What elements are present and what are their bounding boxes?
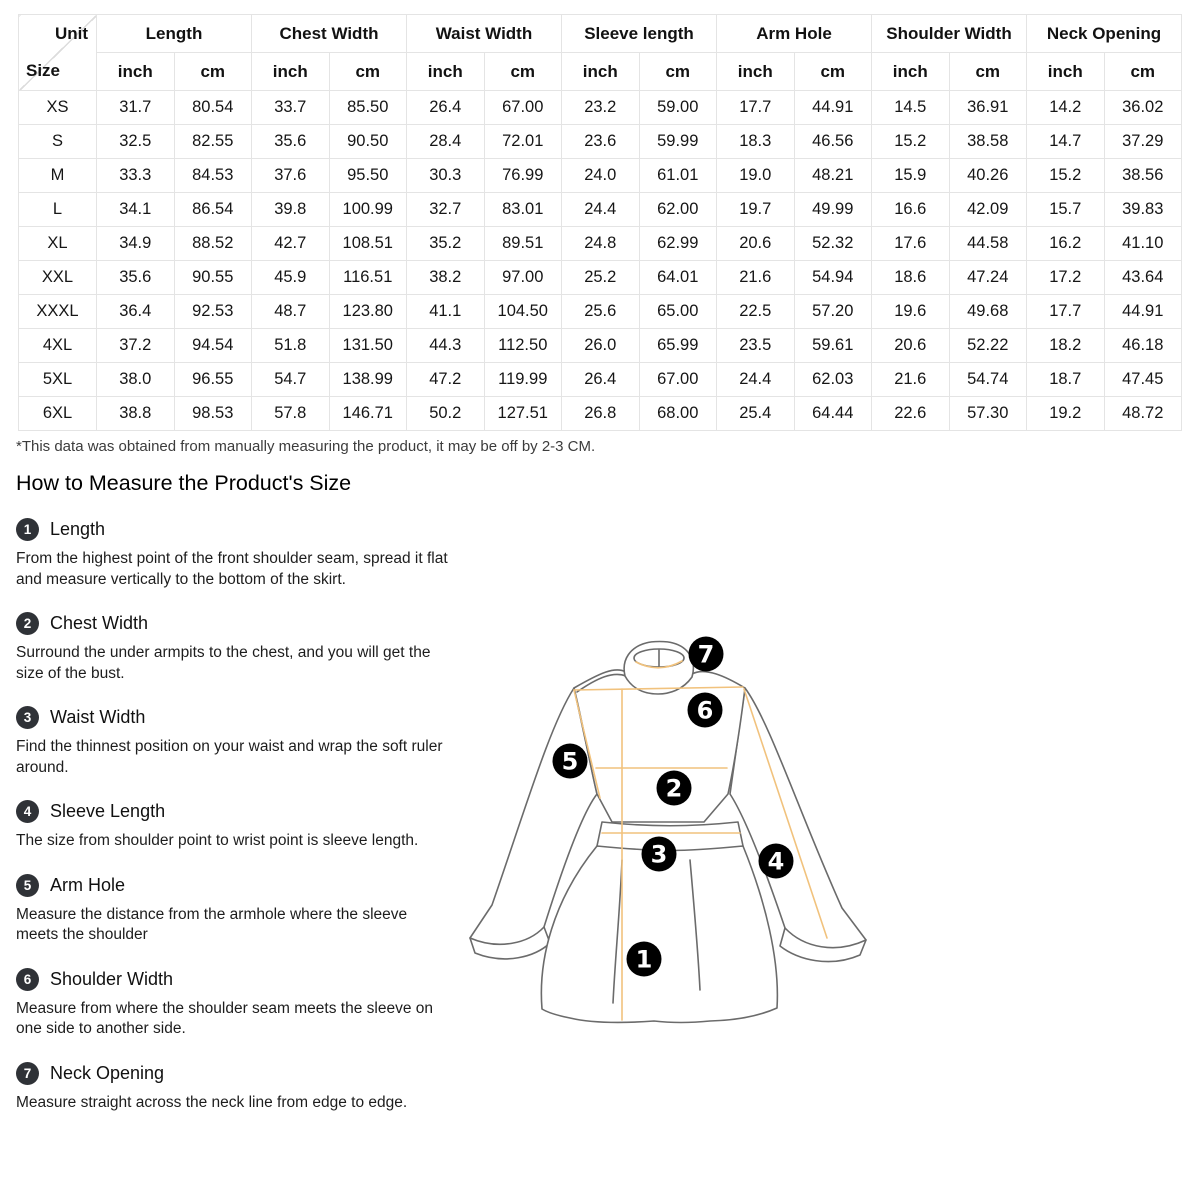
diagram-marker-7 (689, 637, 724, 672)
measurement-value: 17.2 (1027, 261, 1105, 295)
measurement-value: 36.4 (97, 295, 175, 329)
measurement-value: 18.6 (872, 261, 950, 295)
measure-item-heading (16, 968, 456, 991)
measure-step-label: Neck Opening (50, 1062, 165, 1083)
unit-header: cm (174, 53, 252, 91)
measurement-value: 33.3 (97, 159, 175, 193)
measurement-column-header: Shoulder Width (872, 15, 1027, 53)
measurement-value: 16.2 (1027, 227, 1105, 261)
measurement-value: 44.3 (407, 329, 485, 363)
measurement-value: 24.4 (717, 363, 795, 397)
measurement-value: 24.4 (562, 193, 640, 227)
measure-item-heading (16, 612, 456, 635)
measurement-value: 94.54 (174, 329, 252, 363)
measurement-value: 45.9 (252, 261, 330, 295)
measurement-value: 138.99 (329, 363, 407, 397)
unit-header: inch (872, 53, 950, 91)
diagram-marker-6 (688, 693, 723, 728)
measurement-value: 31.7 (97, 91, 175, 125)
measurement-value: 41.1 (407, 295, 485, 329)
measurement-value: 65.99 (639, 329, 717, 363)
skirt (541, 846, 777, 1023)
measurement-value: 17.6 (872, 227, 950, 261)
measurement-value: 26.0 (562, 329, 640, 363)
measurement-value: 46.18 (1104, 329, 1182, 363)
measurement-value: 37.6 (252, 159, 330, 193)
measurement-value: 20.6 (872, 329, 950, 363)
measurement-value: 57.20 (794, 295, 872, 329)
measure-guide-item (16, 612, 456, 684)
size-row (19, 363, 1182, 397)
unit-header: inch (717, 53, 795, 91)
measurement-value: 64.44 (794, 397, 872, 431)
measurement-value: 46.56 (794, 125, 872, 159)
measurement-value: 16.6 (872, 193, 950, 227)
step-number-badge: 7 (16, 1062, 39, 1085)
measurement-value: 23.2 (562, 91, 640, 125)
measurement-value: 41.10 (1104, 227, 1182, 261)
svg-text:4: 4 (767, 847, 785, 876)
diagram-marker-5 (553, 744, 588, 779)
measurement-value: 18.3 (717, 125, 795, 159)
unit-header: inch (252, 53, 330, 91)
guide-section-title: How to Measure the Product's Size (16, 471, 352, 495)
measurement-value: 17.7 (717, 91, 795, 125)
measure-step-description: Surround the under armpits to the chest, and you will get the size of the bust. (16, 644, 431, 682)
measurement-value: 68.00 (639, 397, 717, 431)
size-row (19, 329, 1182, 363)
measurement-value: 25.4 (717, 397, 795, 431)
measurement-column-header: Sleeve length (562, 15, 717, 53)
measure-guide-item (16, 1062, 456, 1114)
step-number-badge: 5 (16, 874, 39, 897)
measurement-value: 57.8 (252, 397, 330, 431)
measurement-value: 18.7 (1027, 363, 1105, 397)
measurement-value: 14.7 (1027, 125, 1105, 159)
unit-header: inch (97, 53, 175, 91)
measurement-column-header: Chest Width (252, 15, 407, 53)
measurement-value: 61.01 (639, 159, 717, 193)
unit-header: cm (329, 53, 407, 91)
measurement-column-header: Waist Width (407, 15, 562, 53)
size-row (19, 91, 1182, 125)
diagram-marker-4 (759, 844, 794, 879)
measurement-value: 30.3 (407, 159, 485, 193)
measurement-value: 23.5 (717, 329, 795, 363)
measurement-value: 48.21 (794, 159, 872, 193)
corner-size-label: Size (26, 61, 61, 80)
unit-header: cm (794, 53, 872, 91)
size-label: M (19, 159, 97, 193)
measure-guide-item (16, 518, 456, 590)
measurement-value: 40.26 (949, 159, 1027, 193)
measurement-value: 42.7 (252, 227, 330, 261)
measurement-value: 26.8 (562, 397, 640, 431)
measure-step-description: Measure straight across the neck line from edge to edge. (16, 1093, 408, 1111)
measurement-value: 123.80 (329, 295, 407, 329)
measure-guide-item (16, 968, 456, 1040)
unit-header: cm (639, 53, 717, 91)
measurement-value: 44.91 (1104, 295, 1182, 329)
measurement-value: 52.32 (794, 227, 872, 261)
measurement-value: 15.7 (1027, 193, 1105, 227)
step-number-badge: 3 (16, 706, 39, 729)
measurement-value: 18.2 (1027, 329, 1105, 363)
measurement-value: 36.02 (1104, 91, 1182, 125)
unit-header: cm (949, 53, 1027, 91)
measurement-value: 20.6 (717, 227, 795, 261)
measure-guide-section (16, 470, 456, 1113)
measure-step-label: Waist Width (50, 707, 146, 727)
measurement-value: 44.91 (794, 91, 872, 125)
measurement-value: 54.94 (794, 261, 872, 295)
unit-header: inch (1027, 53, 1105, 91)
measurement-value: 54.74 (949, 363, 1027, 397)
svg-text:2: 2 (665, 774, 683, 803)
measurement-value: 35.2 (407, 227, 485, 261)
measurement-value: 85.50 (329, 91, 407, 125)
measurement-value: 28.4 (407, 125, 485, 159)
size-label: XS (19, 91, 97, 125)
measurement-column-header: Neck Opening (1027, 15, 1182, 53)
step-number-badge: 6 (16, 968, 39, 991)
measure-step-label: Chest Width (50, 613, 149, 633)
dress-measurement-diagram (450, 610, 890, 1085)
measurement-column-header: Arm Hole (717, 15, 872, 53)
measurement-value: 97.00 (484, 261, 562, 295)
measurement-value: 67.00 (484, 91, 562, 125)
diagram-marker-3 (642, 837, 677, 872)
measurement-value: 95.50 (329, 159, 407, 193)
measurement-value: 19.6 (872, 295, 950, 329)
measurement-value: 90.55 (174, 261, 252, 295)
size-label: 6XL (19, 397, 97, 431)
measurement-value: 22.5 (717, 295, 795, 329)
measurement-value: 32.5 (97, 125, 175, 159)
measurement-value: 59.00 (639, 91, 717, 125)
size-row (19, 261, 1182, 295)
size-row (19, 295, 1182, 329)
size-label: 4XL (19, 329, 97, 363)
measurement-value: 104.50 (484, 295, 562, 329)
measurement-value: 62.99 (639, 227, 717, 261)
size-label: XL (19, 227, 97, 261)
measurement-value: 98.53 (174, 397, 252, 431)
measurement-value: 62.00 (639, 193, 717, 227)
measurement-value: 25.6 (562, 295, 640, 329)
measurement-value: 38.8 (97, 397, 175, 431)
measurement-value: 47.24 (949, 261, 1027, 295)
measurement-value: 38.0 (97, 363, 175, 397)
measurement-value: 84.53 (174, 159, 252, 193)
measurement-value: 112.50 (484, 329, 562, 363)
measure-guide-item (16, 800, 456, 852)
measurement-value: 36.91 (949, 91, 1027, 125)
measurement-value: 62.03 (794, 363, 872, 397)
measurement-value: 43.64 (1104, 261, 1182, 295)
measurement-value: 59.61 (794, 329, 872, 363)
measurement-value: 44.58 (949, 227, 1027, 261)
measure-guide-item (16, 874, 456, 946)
size-row (19, 397, 1182, 431)
measure-item-heading (16, 874, 456, 897)
measure-step-description: From the highest point of the front shoulder seam, spread it flat and measure vertically to the bottom of the skirt. (16, 550, 448, 588)
measure-item-heading (16, 800, 456, 823)
measurement-value: 15.9 (872, 159, 950, 193)
size-chart-table (18, 14, 1182, 431)
measurement-value: 14.2 (1027, 91, 1105, 125)
size-row (19, 125, 1182, 159)
measure-step-description: Find the thinnest position on your waist and wrap the soft ruler around. (16, 738, 443, 776)
measure-item-heading (16, 706, 456, 729)
measurement-value: 34.9 (97, 227, 175, 261)
measurement-value: 96.55 (174, 363, 252, 397)
measurement-value: 76.99 (484, 159, 562, 193)
measurement-value: 92.53 (174, 295, 252, 329)
measurement-value: 48.72 (1104, 397, 1182, 431)
measurement-value: 35.6 (97, 261, 175, 295)
measurement-value: 21.6 (872, 363, 950, 397)
svg-text:7: 7 (697, 640, 715, 669)
measurement-value: 47.2 (407, 363, 485, 397)
measurement-value: 34.1 (97, 193, 175, 227)
measurement-value: 50.2 (407, 397, 485, 431)
measure-step-label: Arm Hole (50, 874, 126, 895)
size-row (19, 193, 1182, 227)
measurement-value: 57.30 (949, 397, 1027, 431)
step-number-badge: 2 (16, 612, 39, 635)
measurement-value: 80.54 (174, 91, 252, 125)
measurement-value: 49.68 (949, 295, 1027, 329)
svg-text:1: 1 (635, 945, 653, 974)
unit-header: cm (1104, 53, 1182, 91)
diagram-marker-1 (627, 942, 662, 977)
measurement-value: 51.8 (252, 329, 330, 363)
measurement-value: 14.5 (872, 91, 950, 125)
size-label: L (19, 193, 97, 227)
measurement-value: 22.6 (872, 397, 950, 431)
measurement-value: 38.2 (407, 261, 485, 295)
measurement-value: 15.2 (1027, 159, 1105, 193)
measurement-value: 37.29 (1104, 125, 1182, 159)
measurement-value: 19.0 (717, 159, 795, 193)
measurement-value: 89.51 (484, 227, 562, 261)
size-label: XXXL (19, 295, 97, 329)
size-label: S (19, 125, 97, 159)
svg-text:5: 5 (561, 747, 579, 776)
unit-header: inch (562, 53, 640, 91)
measurement-value: 146.71 (329, 397, 407, 431)
measurement-value: 33.7 (252, 91, 330, 125)
measurement-value: 82.55 (174, 125, 252, 159)
measurement-value: 26.4 (562, 363, 640, 397)
measurement-value: 49.99 (794, 193, 872, 227)
measure-item-heading (16, 518, 456, 541)
measurement-value: 116.51 (329, 261, 407, 295)
measurement-value: 38.58 (949, 125, 1027, 159)
measure-step-label: Length (50, 519, 106, 539)
measurement-value: 35.6 (252, 125, 330, 159)
measurement-value: 38.56 (1104, 159, 1182, 193)
measurement-value: 39.83 (1104, 193, 1182, 227)
measurement-value: 127.51 (484, 397, 562, 431)
measurement-value: 26.4 (407, 91, 485, 125)
step-number-badge: 1 (16, 518, 39, 541)
measurement-value: 37.2 (97, 329, 175, 363)
measure-guide-item (16, 706, 456, 778)
measurement-value: 24.0 (562, 159, 640, 193)
unit-header: inch (407, 53, 485, 91)
measurement-value: 100.99 (329, 193, 407, 227)
measurement-value: 131.50 (329, 329, 407, 363)
measurement-value: 54.7 (252, 363, 330, 397)
size-row (19, 159, 1182, 193)
measurement-value: 52.22 (949, 329, 1027, 363)
measurement-value: 72.01 (484, 125, 562, 159)
measure-item-heading (16, 1062, 456, 1085)
measurement-value: 19.2 (1027, 397, 1105, 431)
measurement-value: 17.7 (1027, 295, 1105, 329)
measure-step-label: Shoulder Width (50, 968, 174, 989)
svg-text:6: 6 (696, 696, 714, 725)
measurement-value: 23.6 (562, 125, 640, 159)
measurement-value: 108.51 (329, 227, 407, 261)
measurement-value: 42.09 (949, 193, 1027, 227)
measurement-value: 119.99 (484, 363, 562, 397)
measure-step-label: Sleeve Length (50, 801, 166, 821)
measure-step-description: Measure from where the shoulder seam meets the sleeve on one side to another side. (16, 999, 433, 1037)
size-row (19, 227, 1182, 261)
measurement-value: 59.99 (639, 125, 717, 159)
measurement-disclaimer: *This data was obtained from manually measuring the product, it may be off by 2-3 CM. (16, 438, 596, 455)
measurement-value: 83.01 (484, 193, 562, 227)
diagram-marker-2 (657, 771, 692, 806)
size-label: XXL (19, 261, 97, 295)
measurement-value: 19.7 (717, 193, 795, 227)
measurement-value: 64.01 (639, 261, 717, 295)
measure-step-description: The size from shoulder point to wrist point is sleeve length. (16, 832, 419, 849)
measurement-value: 32.7 (407, 193, 485, 227)
measurement-value: 48.7 (252, 295, 330, 329)
step-number-badge: 4 (16, 800, 39, 823)
measurement-value: 90.50 (329, 125, 407, 159)
measure-step-description: Measure the distance from the armhole where the sleeve meets the shoulder (16, 905, 408, 943)
measurement-value: 86.54 (174, 193, 252, 227)
corner-unit-label: Unit (54, 24, 88, 43)
dress-illustration (450, 610, 890, 1085)
measurement-column-header: Length (97, 15, 252, 53)
unit-size-corner-cell (19, 15, 97, 91)
measurement-value: 88.52 (174, 227, 252, 261)
measurement-value: 25.2 (562, 261, 640, 295)
measurement-value: 15.2 (872, 125, 950, 159)
measurement-value: 67.00 (639, 363, 717, 397)
measurement-value: 21.6 (717, 261, 795, 295)
unit-header: cm (484, 53, 562, 91)
measurement-value: 47.45 (1104, 363, 1182, 397)
svg-text:3: 3 (650, 840, 668, 869)
size-label: 5XL (19, 363, 97, 397)
measurement-value: 24.8 (562, 227, 640, 261)
measurement-value: 39.8 (252, 193, 330, 227)
measurement-value: 65.00 (639, 295, 717, 329)
